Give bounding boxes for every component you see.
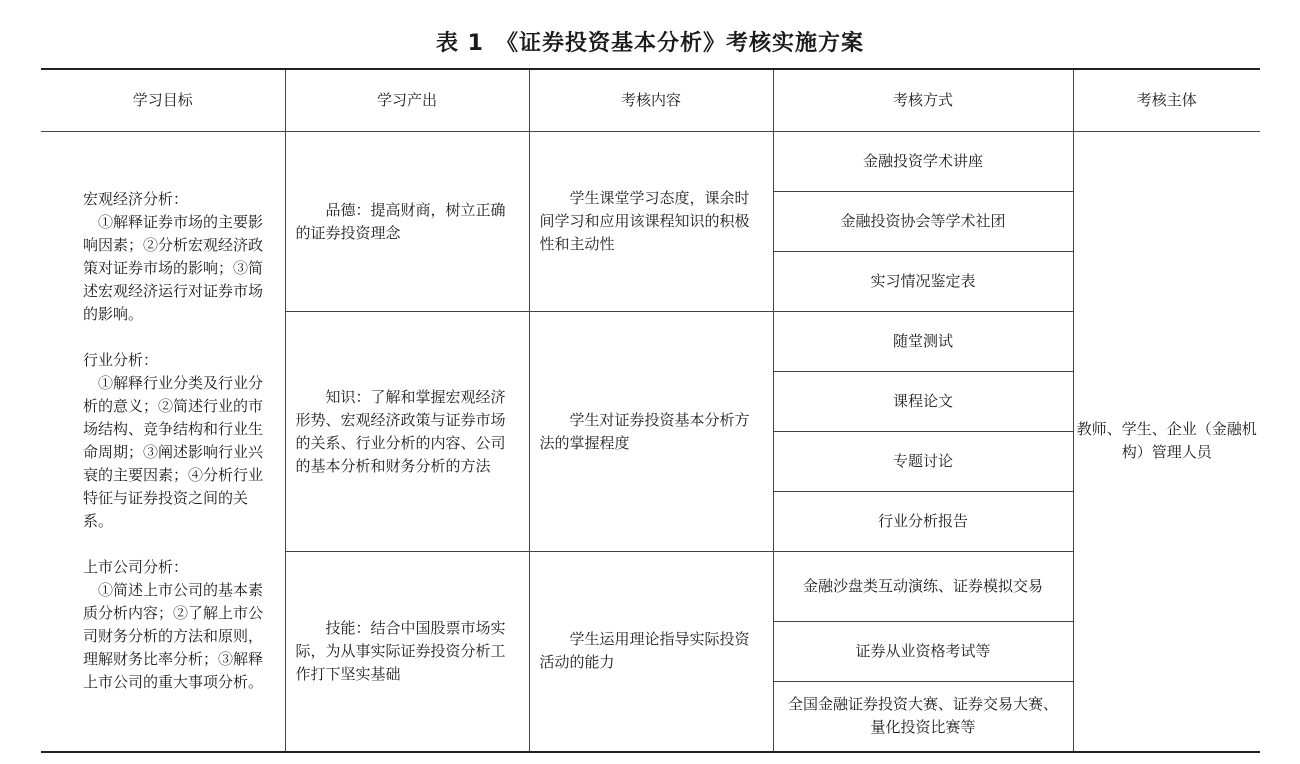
objective-company [83,556,277,694]
table-title: 表 1 《证券投资基本分析》考核实施方案 [436,31,864,56]
method-item: 金融投资协会等学术社团 [773,192,1073,252]
table-row [41,132,1260,192]
header-learning-output: 学习产出 [285,69,529,132]
method-item: 金融沙盘类互动演练、证券模拟交易 [773,552,1073,622]
content-morality: 学生课堂学习态度，课余时间学习和应用该课程知识的积极性和主动性 [529,132,773,312]
objective-body: ①解释证券市场的主要影响因素；②分析宏观经济政策对证券市场的影响；③简述宏观经济运行对证券市场的影响。 [83,213,264,324]
header-learning-objective: 学习目标 [41,69,285,132]
header-assessment-method: 考核方式 [773,69,1073,132]
objective-heading: 行业分析： [83,351,159,370]
header-assessment-content: 考核内容 [529,69,773,132]
assessment-subject-cell: 教师、学生、企业（金融机构）管理人员 [1073,132,1260,752]
objective-industry [83,349,277,533]
method-item: 行业分析报告 [773,492,1073,552]
method-item: 证券从业资格考试等 [773,622,1073,682]
objective-body: ①简述上市公司的基本素质分析内容；②了解上市公司财务分析的方法和原则，理解财务比率分析；③解释上市公司的重大事项分析。 [83,581,264,692]
objective-macro [83,188,277,326]
output-knowledge: 知识：了解和掌握宏观经济形势、宏观经济政策与证券市场的关系、行业分析的内容、公司的基本分析和财务分析的方法 [285,312,529,552]
learning-objectives-cell [41,132,285,752]
method-item: 实习情况鉴定表 [773,252,1073,312]
method-item: 课程论文 [773,372,1073,432]
objective-body: ①解释行业分类及行业分析的意义；②简述行业的市场结构、竞争结构和行业生命周期；③阐述影响行业兴衰的主要因素；④分析行业特征与证券投资之间的关系。 [83,374,264,531]
method-item: 专题讨论 [773,432,1073,492]
method-item: 随堂测试 [773,312,1073,372]
assessment-table [41,68,1260,753]
method-item: 全国金融证券投资大赛、证券交易大赛、量化投资比赛等 [773,682,1073,752]
output-skill: 技能：结合中国股票市场实际，为从事实际证券投资分析工作打下坚实基础 [285,552,529,752]
objective-heading: 宏观经济分析： [83,190,189,209]
header-assessment-subject: 考核主体 [1073,69,1260,132]
header-row [41,69,1260,132]
output-morality: 品德：提高财商，树立正确的证券投资理念 [285,132,529,312]
content-skill: 学生运用理论指导实际投资活动的能力 [529,552,773,752]
method-item: 金融投资学术讲座 [773,132,1073,192]
content-knowledge: 学生对证券投资基本分析方法的掌握程度 [529,312,773,552]
objective-heading: 上市公司分析： [83,558,189,577]
